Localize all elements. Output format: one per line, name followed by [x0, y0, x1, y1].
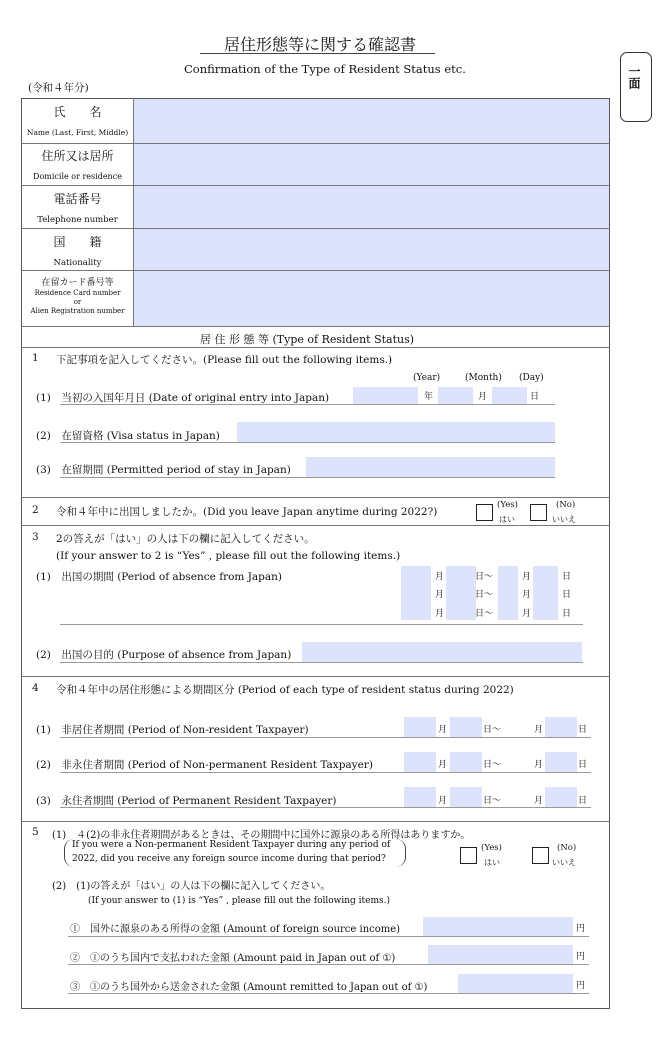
card-label: 在留カード番号等 Residence Card number or Alien Registration number: [30, 278, 125, 315]
s5-yes-checkbox[interactable]: [460, 847, 477, 864]
s5-yes-en: (Yes): [481, 843, 502, 853]
underline: [60, 477, 555, 478]
phone-label: 電話番号 Telephone number: [37, 192, 118, 225]
nr-month-b: 月: [534, 725, 544, 735]
s5-a3: ③ ①のうち国外から送金された金額 (Amount remitted to Japan out of ①): [70, 982, 428, 993]
nonpermanent-from-month[interactable]: [404, 752, 436, 772]
side-tab: [620, 52, 652, 122]
abs-daytilde-3: 日〜: [475, 609, 494, 619]
s5-no-jp: いいえ: [552, 858, 576, 867]
s3-intro: 2の答えが「はい」の人は下の欄に記入してください。: [56, 533, 315, 545]
absence-field[interactable]: [446, 566, 476, 620]
abs-month-1b: 月: [522, 572, 532, 582]
row-divider: [21, 821, 610, 822]
s5-yes-jp: はい: [484, 858, 500, 867]
side-tab-label: 一面: [627, 65, 641, 89]
underline: [60, 404, 555, 405]
entry-year-field[interactable]: [353, 387, 418, 404]
abs-day-3: 日: [562, 609, 572, 619]
s3-item1: (1) 出国の期間 (Period of absence from Japan): [36, 571, 283, 583]
form-title: 居住形態等に関する確認書: [223, 35, 416, 54]
visa-status-field[interactable]: [237, 422, 555, 442]
s3-num: 3: [32, 531, 39, 543]
form-title-en: Confirmation of the Type of Resident Status etc.: [184, 62, 466, 76]
s2-no-jp: いいえ: [552, 515, 576, 524]
s3-item2: (2) 出国の目的 (Purpose of absence from Japan): [36, 649, 292, 661]
s4-intro: 令和４年中の居住形態による期間区分 (Period of each type of resident status during 2022): [56, 684, 514, 696]
s5-a1: ① 国外に源泉のある所得の金額 (Amount of foreign source income): [70, 924, 401, 935]
absence-purpose-field[interactable]: [302, 642, 582, 662]
underline: [68, 936, 589, 937]
s2-text: 令和４年中に出国しましたか。(Did you leave Japan anytime during 2022?): [56, 506, 438, 518]
yen-3: 円: [576, 981, 586, 991]
underline: [60, 772, 591, 773]
s5-q1-en-a: If you were a Non-permanent Resident Taxpayer during any period of: [72, 840, 391, 850]
underline: [60, 737, 591, 738]
abs-month-2b: 月: [522, 590, 532, 600]
nr-month: 月: [438, 725, 448, 735]
s5-q2: (2) (1)の答えが「はい」の人は下の欄に記入してください。: [52, 881, 331, 892]
abs-day-1: 日: [562, 572, 572, 582]
name-field[interactable]: [134, 99, 609, 143]
nationality-field[interactable]: [134, 229, 609, 270]
s4-num: 4: [32, 682, 39, 694]
nationality-label: 国 籍 Nationality: [53, 235, 102, 268]
s5-q1: (1) ４(2)の非永住者期間があるときは、その期間中に国外に源泉のある所得はありますか。: [52, 830, 471, 841]
nonresident-to-day[interactable]: [545, 717, 577, 737]
nonresident-from-month[interactable]: [404, 717, 436, 737]
underline: [60, 807, 591, 808]
s1-intro: 下記事項を記入してください。(Please fill out the following items.): [56, 354, 393, 366]
yen-2: 円: [576, 952, 586, 962]
absence-field[interactable]: [401, 566, 431, 620]
permanent-to-day[interactable]: [545, 787, 577, 807]
address-field[interactable]: [134, 144, 609, 185]
nonpermanent-to-day[interactable]: [545, 752, 577, 772]
s5-q1-en-b: 2022, did you receive any foreign source income during that period?: [72, 854, 386, 864]
s1-num: 1: [32, 352, 39, 364]
entry-month-field[interactable]: [438, 387, 473, 404]
paid-in-japan-amount-field[interactable]: [428, 945, 573, 964]
status-header: 居 住 形 態 等 (Type of Resident Status): [200, 333, 415, 346]
abs-daytilde-1: 日〜: [475, 572, 494, 582]
underline: [68, 964, 589, 965]
abs-daytilde-2: 日〜: [475, 590, 494, 600]
s5-num: 5: [32, 826, 39, 838]
phone-field[interactable]: [134, 186, 609, 228]
yen-1: 円: [576, 924, 586, 934]
s3-intro-en: (If your answer to 2 is “Yes” , please fill out the following items.): [56, 550, 401, 562]
nr-daytilde: 日〜: [483, 725, 502, 735]
row-divider: [21, 525, 610, 526]
row-divider: [21, 326, 610, 327]
underline: [68, 993, 589, 994]
day-header: (Day): [519, 373, 544, 383]
s2-yes-en: (Yes): [497, 500, 518, 510]
abs-month-3: 月: [435, 609, 445, 619]
address-label: 住所又は居所 Domicile or residence: [33, 149, 122, 181]
s1-item1: (1) 当初の入国年月日 (Date of original entry into Japan): [36, 392, 330, 404]
abs-month-3b: 月: [522, 609, 532, 619]
s1-item3: (3) 在留期間 (Permitted period of stay in Japan): [36, 464, 291, 476]
s5-no-en: (No): [557, 843, 577, 853]
s2-num: 2: [32, 504, 39, 516]
underline: [60, 662, 583, 663]
abs-month-1: 月: [435, 572, 445, 582]
p-day: 日: [578, 796, 588, 806]
np-month: 月: [438, 760, 448, 770]
title-underline: [200, 53, 435, 54]
abs-month-2: 月: [435, 590, 445, 600]
s4-item1: (1) 非居住者期間 (Period of Non-resident Taxpayer): [36, 724, 309, 736]
np-day: 日: [578, 760, 588, 770]
permanent-from-day[interactable]: [450, 787, 482, 807]
s4-item2: (2) 非永住者期間 (Period of Non-permanent Resident Taxpayer): [36, 759, 373, 771]
s2-no-checkbox[interactable]: [530, 504, 547, 521]
s5-q2-en: (If your answer to (1) is “Yes” , please fill out the following items.): [88, 896, 391, 906]
entry-month-unit: 月: [478, 392, 488, 402]
foreign-income-amount-field[interactable]: [423, 917, 573, 936]
row-divider: [21, 347, 610, 348]
year-note: (令和４年分): [28, 82, 89, 94]
s2-no-en: (No): [556, 500, 576, 510]
underline: [60, 624, 583, 625]
s5-a2: ② ①のうち国内で支払われた金額 (Amount paid in Japan out of ①): [70, 953, 396, 964]
s5-no-checkbox[interactable]: [532, 847, 549, 864]
absence-field[interactable]: [533, 566, 558, 620]
card-number-field[interactable]: [134, 271, 609, 326]
entry-year-unit: 年: [424, 392, 434, 402]
s2-yes-checkbox[interactable]: [476, 504, 493, 521]
entry-day-field[interactable]: [492, 387, 527, 404]
entry-day-unit: 日: [530, 392, 540, 402]
year-header: (Year): [413, 373, 441, 383]
month-header: (Month): [465, 373, 502, 383]
absence-field[interactable]: [498, 566, 518, 620]
permanent-from-month[interactable]: [404, 787, 436, 807]
s2-yes-jp: はい: [499, 515, 515, 524]
nonpermanent-from-day[interactable]: [450, 752, 482, 772]
s1-item2: (2) 在留資格 (Visa status in Japan): [36, 430, 220, 442]
p-daytilde: 日〜: [483, 796, 502, 806]
nr-day: 日: [578, 725, 588, 735]
name-label: 氏 名 Name (Last, First, Middle): [26, 105, 129, 137]
s4-item3: (3) 永住者期間 (Period of Permanent Resident Taxpayer): [36, 795, 337, 807]
underline: [60, 442, 555, 443]
remitted-amount-field[interactable]: [458, 974, 573, 993]
np-daytilde: 日〜: [483, 760, 502, 770]
p-month-b: 月: [534, 796, 544, 806]
stay-period-field[interactable]: [306, 457, 555, 477]
abs-day-2: 日: [562, 590, 572, 600]
nonresident-from-day[interactable]: [450, 717, 482, 737]
row-divider: [21, 676, 610, 677]
p-month: 月: [438, 796, 448, 806]
np-month-b: 月: [534, 760, 544, 770]
row-divider: [21, 497, 610, 498]
